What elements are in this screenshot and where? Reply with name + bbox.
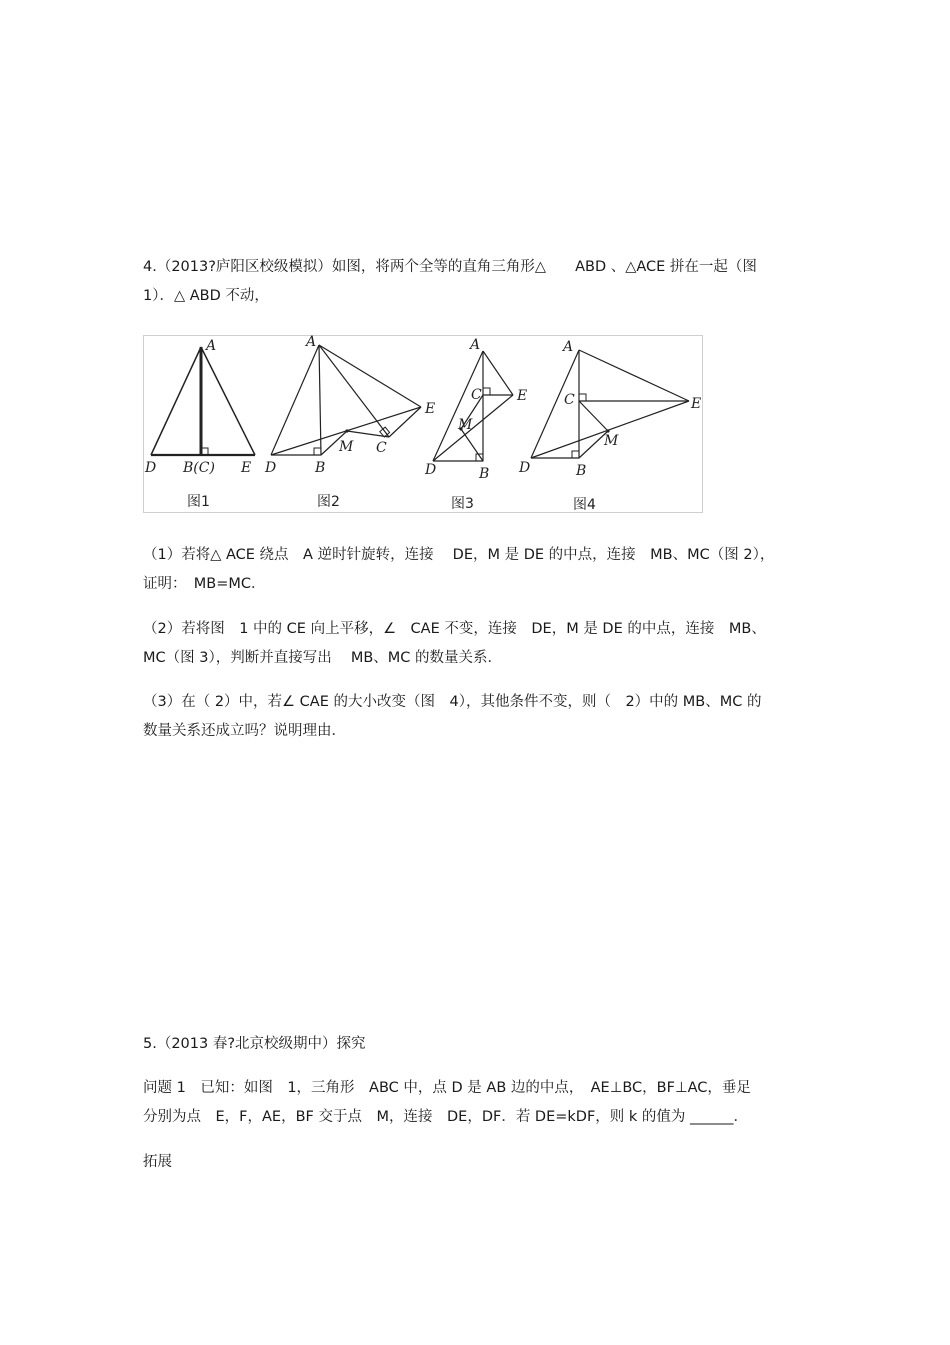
fig1-label-e: E: [241, 460, 252, 476]
fig4-label-e: E: [691, 396, 702, 412]
fig3-label-e: E: [517, 388, 528, 404]
fig2-label-c: C: [376, 440, 387, 456]
figure-1: [151, 347, 255, 455]
q4-part2-line-1: （2）若将图 1 中的 CE 向上平移，∠ CAE 不变，连接 DE，M 是 DE 的中点，连接 MB、: [143, 621, 766, 637]
fig2-label-b: B: [315, 460, 326, 476]
fig3-label-m: M: [458, 417, 473, 433]
q4-text-line-1: 4.（2013?庐阳区校级模拟）如图，将两个全等的直角三角形△ ABD 、△ACE 拼在一起（图: [143, 259, 757, 275]
q4-text-line-2: 1）．△ ABD 不动，: [143, 288, 269, 304]
fig2-label-e: E: [425, 401, 436, 417]
fig3-caption: 图3: [451, 496, 474, 512]
fig3-label-b: B: [479, 466, 490, 482]
fig3-label-d: D: [425, 462, 437, 478]
q4-part3-line-1: （3）在（ 2）中，若∠ CAE 的大小改变（图 4），其他条件不变，则（ 2）中的 MB、MC 的: [143, 694, 762, 710]
fig4-label-b: B: [576, 463, 587, 479]
fig1-label-bc: B(C): [183, 460, 215, 476]
fig1-label-d: D: [145, 460, 157, 476]
figure-3: [433, 351, 513, 461]
fig4-label-m: M: [604, 433, 619, 449]
fig2-label-d: D: [265, 460, 277, 476]
q4-figures: [143, 335, 703, 513]
fig4-label-c: C: [564, 392, 575, 408]
fig2-label-a: A: [306, 335, 317, 350]
q5-problem-line-2: 分别为点 E，F，AE，BF 交于点 M，连接 DE，DF．若 DE=kDF，则 k 的值为 ______．: [143, 1109, 749, 1125]
fig4-caption: 图4: [573, 497, 596, 513]
fig1-caption: 图1: [187, 494, 210, 510]
q4-part1-line-2: 证明： MB=MC．: [143, 576, 266, 592]
fig3-label-c: C: [471, 387, 482, 403]
q4-part3-line-2: 数量关系还成立吗？说明理由．: [143, 723, 346, 739]
fig4-label-d: D: [519, 460, 531, 476]
q5-title: 5.（2013 春?北京校级期中）探究: [143, 1036, 366, 1052]
q5-extension-heading: 拓展: [143, 1154, 172, 1170]
figure-panel: [143, 335, 703, 513]
q5-problem-line-1: 问题 1 已知：如图 1，三角形 ABC 中，点 D 是 AB 边的中点， AE⊥BC，BF⊥AC，垂足: [143, 1080, 751, 1096]
fig2-label-m: M: [339, 439, 354, 455]
fig2-caption: 图2: [317, 494, 340, 510]
fig1-label-a: A: [206, 338, 217, 354]
fig4-label-a: A: [563, 339, 574, 355]
q4-part1-line-1: （1）若将△ ACE 绕点 A 逆时针旋转，连接 DE，M 是 DE 的中点，连接 MB、MC（图 2），: [143, 547, 775, 563]
fig3-label-a: A: [470, 337, 481, 353]
q4-part2-line-2: MC（图 3），判断并直接写出 MB、MC 的数量关系．: [143, 650, 503, 666]
